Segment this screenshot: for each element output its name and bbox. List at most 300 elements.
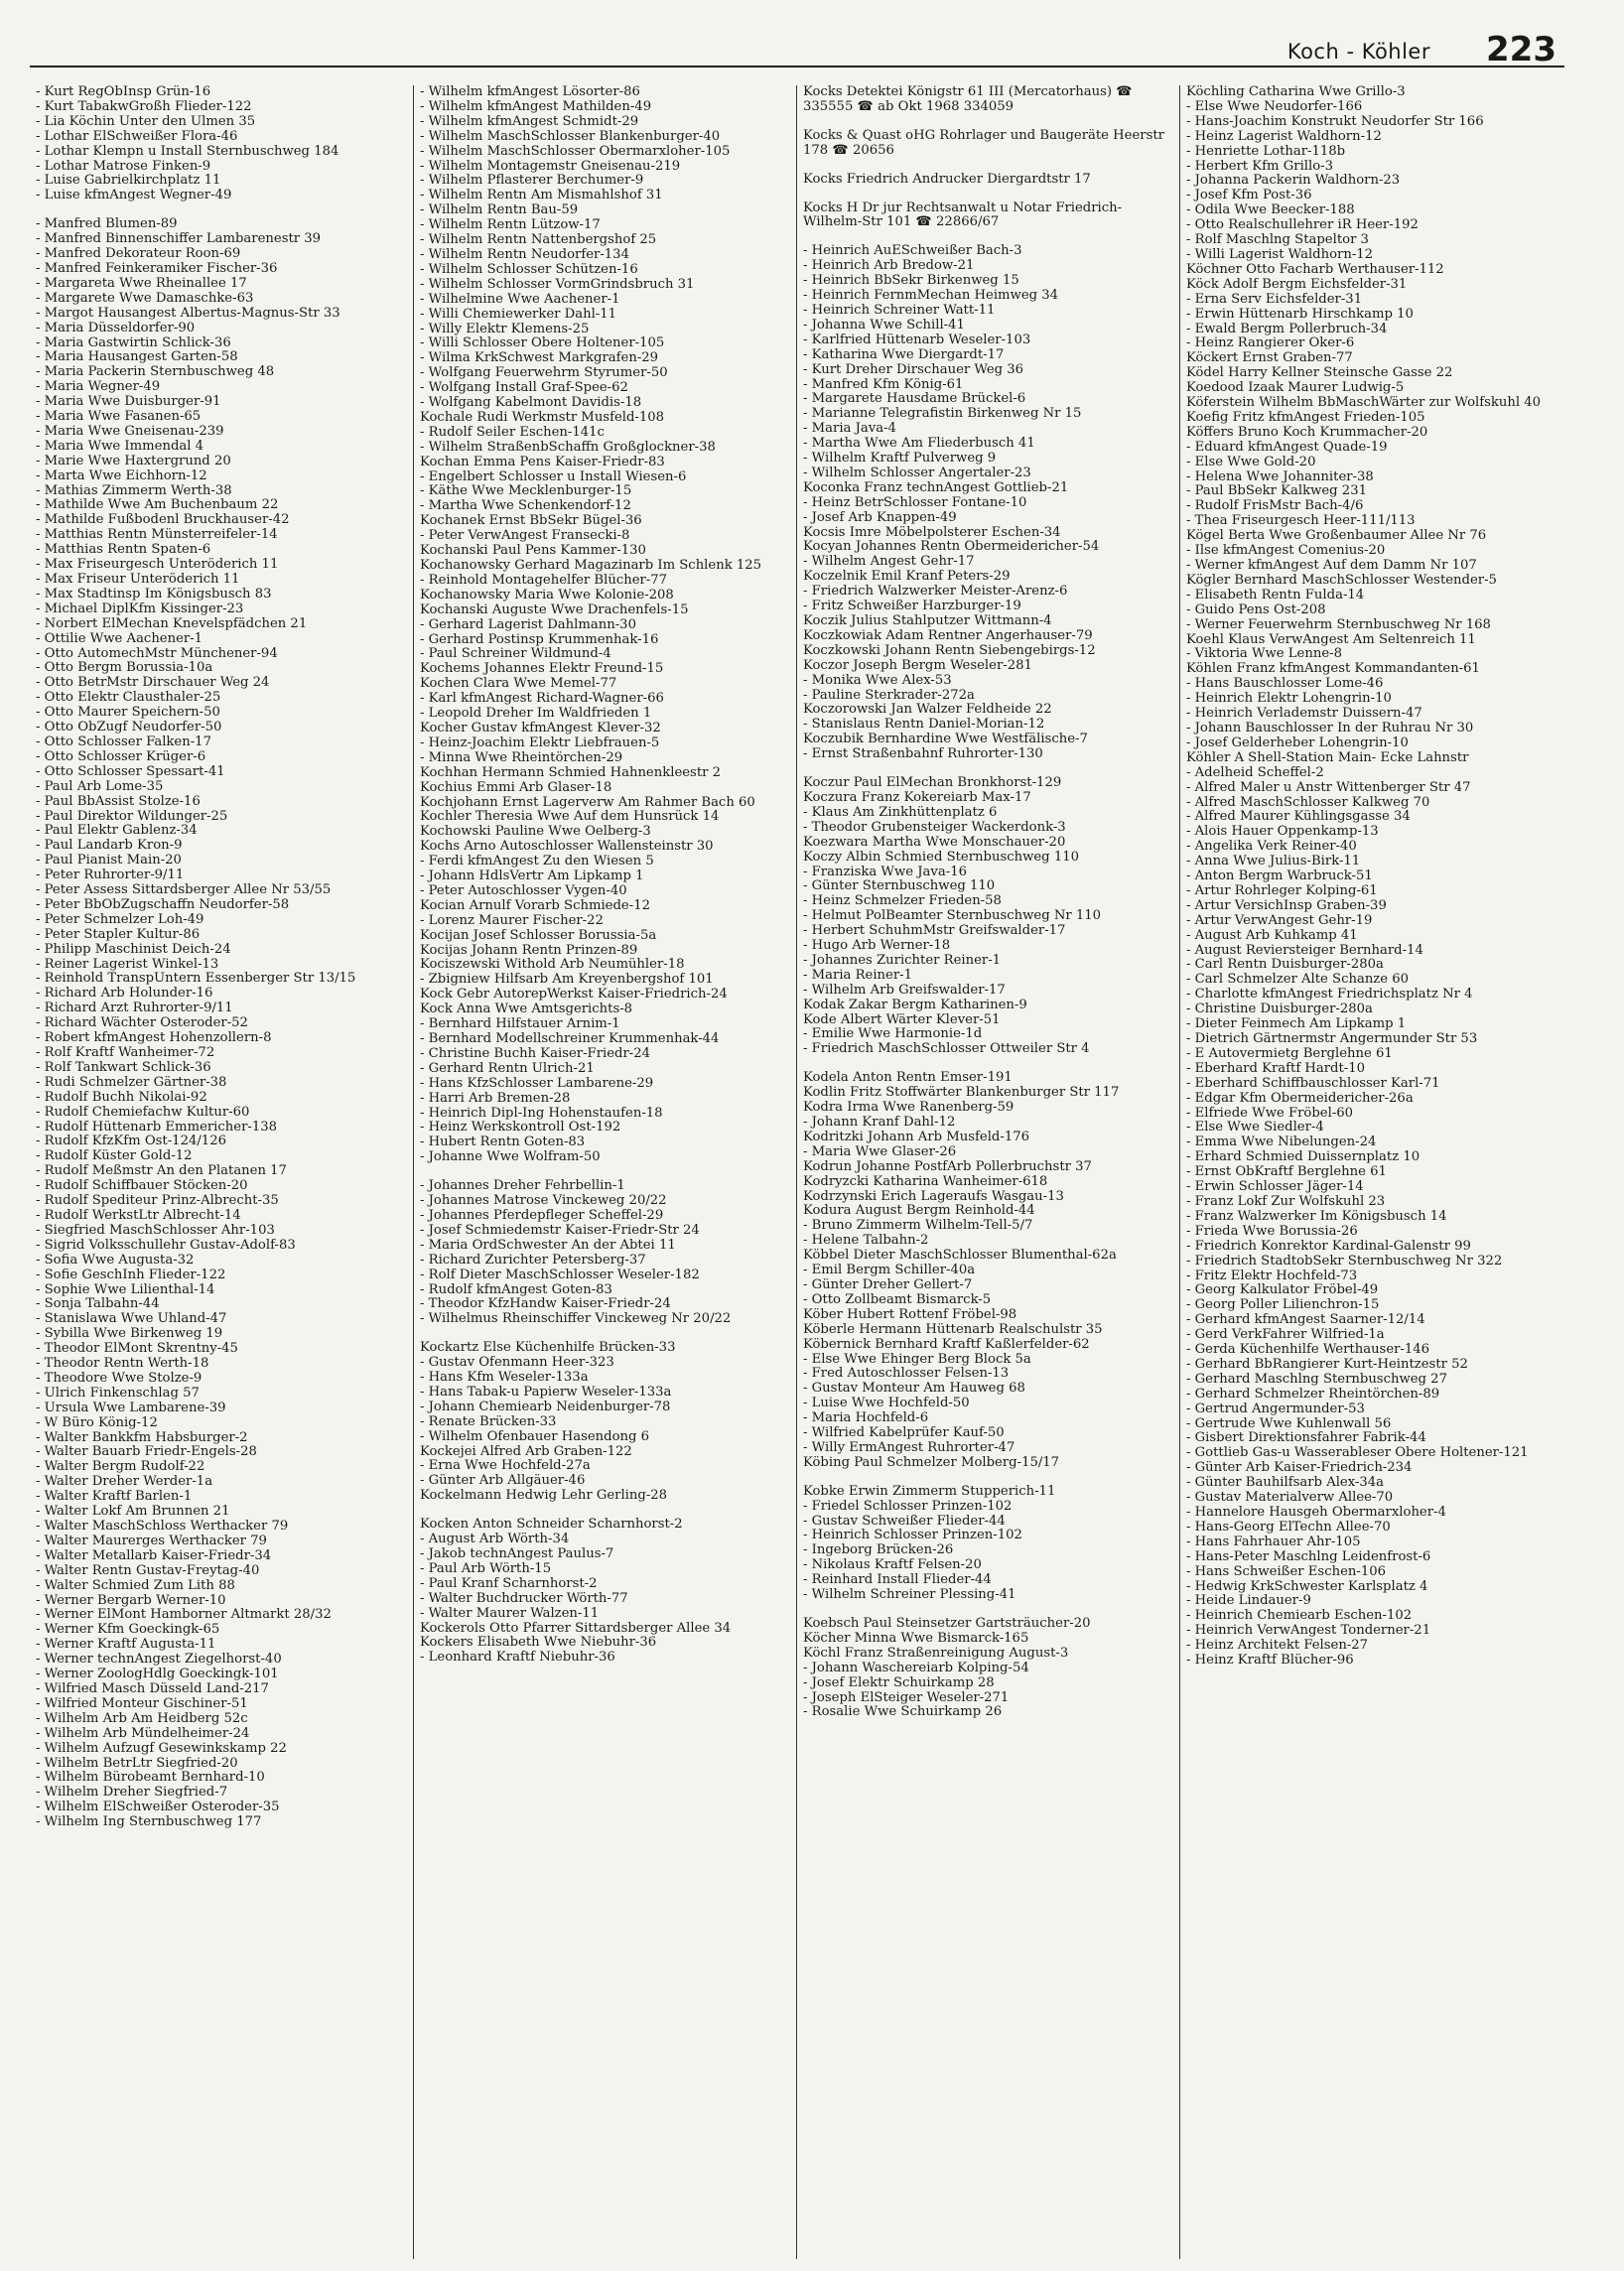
directory-entry: - Heinz-Joachim Elektr Liebfrauen-5: [420, 735, 660, 750]
directory-entry: - Walter Dreher Werder-1a: [36, 1474, 213, 1490]
directory-entry: - Paul Elektr Gablenz-34: [36, 823, 198, 839]
entry-gap: [803, 1057, 1173, 1071]
directory-entry: - Walter Buchdrucker Wörth-77: [420, 1590, 628, 1606]
directory-entry: - Heide Lindauer-9: [1186, 1593, 1311, 1609]
directory-entry: Köffers Bruno Koch Krummacher-20: [1186, 424, 1428, 440]
directory-entry: - Maria Wwe Gneisenau-239: [36, 423, 224, 439]
directory-entry: - Marie Wwe Haxtergrund 20: [36, 453, 231, 468]
directory-entry: - Walter Metallarb Kaiser-Friedr-34: [36, 1547, 272, 1563]
directory-entry: - Paul BbAssist Stolze-16: [36, 793, 201, 809]
directory-entry: - Heinz Architekt Felsen-27: [1186, 1638, 1369, 1654]
directory-entry: - Franz Lokf Zur Wolfskuhl 23: [1186, 1193, 1386, 1209]
directory-entry: - Rudi Schmelzer Gärtner-38: [36, 1074, 227, 1090]
directory-entry: - Reinhold Montagehelfer Blücher-77: [420, 572, 668, 588]
directory-entry: Kodak Zakar Bergm Katharinen-9: [803, 997, 1027, 1012]
directory-entry: Kock Anna Wwe Amtsgerichts-8: [420, 1002, 633, 1017]
directory-entry: Kochhan Hermann Schmied Hahnenkleestr 2: [420, 764, 722, 780]
directory-entry: - Wilhelm Schlosser VormGrindsbruch 31: [420, 276, 695, 292]
directory-entry: Köck Adolf Bergm Eichsfelder-31: [1186, 276, 1408, 292]
directory-entry: - Hubert Rentn Goten-83: [420, 1135, 586, 1150]
directory-entry: - Theodor Rentn Werth-18: [36, 1356, 209, 1372]
directory-entry: - Heinrich Chemiearb Eschen-102: [1186, 1608, 1413, 1624]
directory-entry: - Stanislawa Wwe Uhland-47: [36, 1311, 227, 1327]
directory-entry: Köckert Ernst Graben-77: [1186, 350, 1353, 366]
directory-entry: - Kurt TabakwGroßh Flieder-122: [36, 98, 252, 114]
directory-entry: Koehl Klaus VerwAngest Am Seltenreich 11: [1186, 631, 1476, 647]
directory-entry: - Richard Arb Holunder-16: [36, 986, 213, 1002]
directory-entry: - Guido Pens Ost-208: [1186, 601, 1326, 617]
entry-gap: [420, 1327, 790, 1341]
directory-entry: - Martha Wwe Am Fliederbusch 41: [803, 436, 1035, 452]
directory-entry: - Renate Brücken-33: [420, 1413, 557, 1429]
directory-entry: - Ottilie Wwe Aachener-1: [36, 630, 203, 646]
directory-entry: - Minna Wwe Rheintörchen-29: [420, 749, 623, 765]
directory-entry: - Theodore Wwe Stolze-9: [36, 1370, 203, 1386]
directory-entry: Kobke Erwin Zimmerm Stupperich-11: [803, 1483, 1056, 1499]
directory-entry: - Margarete Wwe Damaschke-63: [36, 290, 254, 306]
directory-entry: - Maria Packerin Sternbuschweg 48: [36, 364, 275, 380]
directory-entry: Kochanowsky Maria Wwe Kolonie-208: [420, 587, 674, 602]
directory-entry: Kochler Theresia Wwe Auf dem Hunsrück 14: [420, 809, 720, 825]
directory-entry: - Gerhard Schmelzer Rheintörchen-89: [1186, 1386, 1440, 1402]
directory-entry: - Eduard kfmAngest Quade-19: [1186, 439, 1388, 455]
directory-entry: - Matthias Rentn Spaten-6: [36, 542, 211, 558]
directory-entry: - Wilhelm Kraftf Pulverweg 9: [803, 451, 997, 467]
directory-entry: - Werner kfmAngest Auf dem Damm Nr 107: [1186, 558, 1477, 573]
directory-entry: Kochems Johannes Elektr Freund-15: [420, 661, 664, 677]
directory-entry: Kodrun Johanne PostfArb Pollerbruchstr 37: [803, 1158, 1092, 1174]
entry-gap: [36, 203, 407, 217]
directory-entry: - Maria OrdSchwester An der Abtei 11: [420, 1237, 676, 1253]
directory-entry: - Ernst ObKraftf Berglehne 61: [1186, 1164, 1387, 1180]
directory-entry: - Rudolf Seiler Eschen-141c: [420, 424, 605, 440]
directory-entry: Koczorowski Jan Walzer Feldheide 22: [803, 702, 1052, 718]
directory-entry: - Heinrich Schreiner Watt-11: [803, 302, 996, 318]
directory-entry: - Wilhelm Montagemstr Gneisenau-219: [420, 158, 681, 174]
directory-entry: Kocks Detektei Königstr 61 III (Mercatorhaus) ☎ 335555 ☎ ab Okt 1968 334059: [803, 85, 1133, 114]
directory-entry: - Peter Schmelzer Loh-49: [36, 911, 204, 927]
directory-entry: - Margot Hausangest Albertus-Magnus-Str 33: [36, 305, 340, 321]
directory-entry: - Otto Schlosser Spessart-41: [36, 763, 225, 779]
directory-entry: Köberle Hermann Hüttenarb Realschulstr 35: [803, 1321, 1103, 1337]
directory-entry: - Willi Schlosser Obere Holtener-105: [420, 335, 665, 351]
directory-entry: Köbbel Dieter MaschSchlosser Blumenthal-62a: [803, 1248, 1117, 1264]
directory-entry: - Lothar ElSchweißer Flora-46: [36, 128, 238, 144]
directory-entry: Kodryzcki Katharina Wanheimer-618: [803, 1173, 1048, 1189]
directory-entry: - Johanna Wwe Schill-41: [803, 317, 965, 333]
directory-entry: - Manfred Dekorateur Roon-69: [36, 246, 241, 262]
directory-entry: Köbing Paul Schmelzer Molberg-15/17: [803, 1454, 1060, 1470]
directory-entry: - Rudolf Hüttenarb Emmericher-138: [36, 1119, 278, 1135]
directory-entry: - Johann HdlsVertr Am Lipkamp 1: [420, 868, 644, 884]
directory-entry: - Günter Sternbuschweg 110: [803, 878, 996, 894]
directory-entry: - Wilhelm Arb Mündelheimer-24: [36, 1725, 250, 1741]
directory-entry: - Peter VerwAngest Fransecki-8: [420, 528, 630, 544]
directory-entry: - Maria Wwe Glaser-26: [803, 1143, 957, 1159]
directory-entry: - Maria Wegner-49: [36, 379, 161, 395]
directory-entry: Koedood Izaak Maurer Ludwig-5: [1186, 380, 1405, 396]
directory-entry: - Marta Wwe Eichhorn-12: [36, 468, 207, 483]
directory-entry: - Maria Hausangest Garten-58: [36, 349, 238, 365]
directory-entry: - Gustav Ofenmann Heer-323: [420, 1355, 614, 1371]
directory-entry: - Jakob technAngest Paulus-7: [420, 1546, 614, 1561]
directory-entry: - Alfred Maler u Anstr Wittenberger Str 47: [1186, 779, 1471, 795]
directory-entry: - Fred Autoschlosser Felsen-13: [803, 1366, 1010, 1382]
directory-entry: Kodura August Bergm Reinhold-44: [803, 1203, 1035, 1219]
directory-entry: - Elisabeth Rentn Fulda-14: [1186, 587, 1365, 602]
directory-entry: Kocian Arnulf Vorarb Schmiede-12: [420, 897, 650, 913]
directory-entry: - Otto BetrMstr Dirschauer Weg 24: [36, 675, 270, 691]
directory-entry: Kocken Anton Schneider Scharnhorst-2: [420, 1517, 683, 1533]
directory-entry: - Johann Kranf Dahl-12: [803, 1115, 956, 1130]
directory-entry: - Johannes Dreher Fehrbellin-1: [420, 1178, 625, 1194]
directory-entry: Kodela Anton Rentn Emser-191: [803, 1070, 1013, 1086]
directory-entry: - Heinz Werkskontroll Ost-192: [420, 1120, 621, 1136]
directory-entry: - Sofia Wwe Augusta-32: [36, 1252, 195, 1268]
directory-entry: - Peter BbObZugschaffn Neudorfer-58: [36, 896, 290, 912]
directory-entry: - Bernhard Modellschreiner Krummenhak-44: [420, 1031, 720, 1046]
directory-entry: - Alois Hauer Oppenkamp-13: [1186, 824, 1379, 840]
directory-entry: - Walter Bauarb Friedr-Engels-28: [36, 1444, 257, 1460]
directory-entry: - Walter Kraftf Barlen-1: [36, 1489, 193, 1505]
directory-entry: - Wilhelm Bürobeamt Bernhard-10: [36, 1770, 265, 1786]
directory-entry: Koconka Franz technAngest Gottlieb-21: [803, 479, 1069, 495]
entry-gap: [803, 230, 1173, 244]
directory-entry: - Gerhard BbRangierer Kurt-Heintzestr 52: [1186, 1356, 1468, 1372]
directory-entry: - Monika Wwe Alex-53: [803, 672, 952, 688]
directory-entry: - Werner Feuerwehrm Sternbuschweg Nr 168: [1186, 616, 1491, 632]
directory-entry: - Josef Kfm Post-36: [1186, 188, 1312, 203]
directory-entry: - Wilhelm Arb Greifswalder-17: [803, 982, 1006, 998]
directory-entry: - Otto Realschullehrer iR Heer-192: [1186, 217, 1419, 233]
directory-entry: - Günter Arb Allgäuer-46: [420, 1473, 586, 1489]
directory-entry: - Hans-Georg ElTechn Allee-70: [1186, 1519, 1391, 1535]
directory-entry: - Rudolf Meßmstr An den Platanen 17: [36, 1163, 287, 1179]
directory-entry: Kocijan Josef Schlosser Borussia-5a: [420, 927, 657, 943]
directory-entry: - Maria Java-4: [803, 421, 896, 437]
directory-entry: - Mathilde Fußbodenl Bruckhauser-42: [36, 512, 290, 528]
directory-entry: - Heinz Rangierer Oker-6: [1186, 335, 1355, 351]
directory-entry: Kochanowsky Gerhard Magazinarb Im Schlenk 125: [420, 558, 762, 573]
directory-entry: - Dietrich Gärtnermstr Angermunder Str 53: [1186, 1031, 1478, 1046]
directory-entry: - Martha Wwe Schenkendorf-12: [420, 498, 631, 514]
directory-entry: - Kurt Dreher Dirschauer Weg 36: [803, 361, 1024, 377]
directory-entry: - Walter Rentn Gustav-Freytag-40: [36, 1562, 260, 1578]
directory-entry: - Walter Bergm Rudolf-22: [36, 1459, 205, 1475]
directory-entry: Kock Gebr AutorepWerkst Kaiser-Friedrich-24: [420, 987, 728, 1002]
directory-entry: - Lothar Klempn u Install Sternbuschweg 184: [36, 143, 339, 159]
directory-entry: - Wilfried Kabelprüfer Kauf-50: [803, 1425, 1005, 1441]
directory-entry: - Eberhard Kraftf Hardt-10: [1186, 1060, 1366, 1076]
directory-entry: Kochowski Pauline Wwe Oelberg-3: [420, 824, 651, 840]
directory-entry: - Ferdi kfmAngest Zu den Wiesen 5: [420, 854, 654, 869]
directory-entry: Köber Hubert Rottenf Fröbel-98: [803, 1306, 1017, 1322]
directory-entry: - Else Wwe Ehinger Berg Block 5a: [803, 1351, 1031, 1367]
directory-entry: - Maria Hochfeld-6: [803, 1410, 929, 1426]
directory-entry: - Johannes Matrose Vinckeweg 20/22: [420, 1193, 667, 1209]
directory-entry: - Mathilde Wwe Am Buchenbaum 22: [36, 497, 279, 513]
directory-entry: Koefig Fritz kfmAngest Frieden-105: [1186, 409, 1425, 425]
directory-entry: - Leonhard Kraftf Niebuhr-36: [420, 1650, 615, 1666]
directory-entry: - Wilhelm MaschSchlosser Obermarxloher-105: [420, 143, 731, 159]
directory-entry: - Karlfried Hüttenarb Weseler-103: [803, 332, 1031, 347]
directory-entry: - Richard Zurichter Petersberg-37: [420, 1252, 646, 1268]
directory-entry: - Max Friseurgesch Unteröderich 11: [36, 557, 279, 573]
directory-entry: - Werner ZoologHdlg Goeckingk-101: [36, 1667, 279, 1682]
directory-entry: - Heinz Kraftf Blücher-96: [1186, 1653, 1354, 1669]
directory-entry: - Friedrich Walzwerker Meister-Arenz-6: [803, 584, 1068, 600]
directory-entry: - Margarete Hausdame Brückel-6: [803, 391, 1026, 407]
directory-entry: - Gerhard Lagerist Dahlmann-30: [420, 616, 636, 632]
directory-entry: - Werner Kfm Goeckingk-65: [36, 1622, 220, 1638]
directory-columns: [30, 85, 1564, 2259]
directory-entry: - Werner ElMont Hamborner Altmarkt 28/32: [36, 1607, 332, 1623]
running-head: Koch - Köhler: [1286, 40, 1430, 64]
directory-entry: - Gerda Küchenhilfe Werthauser-146: [1186, 1342, 1430, 1358]
directory-entry: - E Autovermietg Berglehne 61: [1186, 1045, 1393, 1061]
directory-entry: - Hans-Joachim Konstrukt Neudorfer Str 166: [1186, 113, 1484, 129]
directory-entry: - Else Wwe Neudorfer-166: [1186, 98, 1363, 114]
directory-entry: - Manfred Feinkeramiker Fischer-36: [36, 260, 278, 276]
header-rule: [30, 66, 1564, 67]
directory-entry: Köhler A Shell-Station Main- Ecke Lahnstr: [1186, 749, 1469, 765]
directory-entry: - Erna Serv Eichsfelder-31: [1186, 291, 1363, 307]
directory-entry: - Otto Schlosser Falken-17: [36, 734, 211, 749]
directory-entry: Koczkowski Johann Rentn Siebengebirgs-12: [803, 642, 1096, 658]
directory-entry: Kocher Gustav kfmAngest Klever-32: [420, 720, 661, 735]
directory-entry: - Helena Wwe Johanniter-38: [1186, 468, 1374, 484]
directory-entry: - Hans KfzSchlosser Lambarene-29: [420, 1075, 654, 1091]
directory-entry: Köbernick Bernhard Kraftf Kaßlerfelder-62: [803, 1336, 1090, 1352]
directory-entry: - Gerhard Rentn Ulrich-21: [420, 1060, 595, 1076]
directory-entry: - Paul Schreiner Wildmund-4: [420, 646, 611, 662]
directory-entry: - Willi Lagerist Waldhorn-12: [1186, 246, 1374, 262]
directory-entry: - Wilhelm Rentn Nattenbergshof 25: [420, 232, 657, 248]
directory-entry: - Johannes Zurichter Reiner-1: [803, 952, 1002, 968]
directory-entry: - Rudolf Küster Gold-12: [36, 1148, 193, 1164]
directory-entry: - Erwin Schlosser Jäger-14: [1186, 1179, 1364, 1195]
directory-entry: - Rolf Dieter MaschSchlosser Weseler-182: [420, 1267, 700, 1282]
directory-entry: Kodlin Fritz Stoffwärter Blankenburger Str 117: [803, 1085, 1120, 1101]
directory-entry: - Otto Bergm Borussia-10a: [36, 660, 213, 676]
directory-entry: Koczkowiak Adam Rentner Angerhauser-79: [803, 627, 1093, 643]
directory-entry: - Paul BbSekr Kalkweg 231: [1186, 483, 1367, 499]
directory-entry: - Rudolf WerkstLtr Albrecht-14: [36, 1207, 241, 1223]
directory-entry: - Wilhelm kfmAngest Lösorter-86: [420, 85, 640, 99]
directory-entry: Koczik Julius Stahlputzer Wittmann-4: [803, 613, 1052, 628]
directory-entry: - Johanne Wwe Wolfram-50: [420, 1149, 601, 1165]
directory-entry: - Hans Kfm Weseler-133a: [420, 1370, 589, 1386]
directory-entry: - Maria Gastwirtin Schlick-36: [36, 334, 231, 350]
directory-entry: - Otto Maurer Speichern-50: [36, 705, 220, 721]
directory-entry: - Paul Arb Wörth-15: [420, 1560, 552, 1576]
directory-entry: - Maria Wwe Immendal 4: [36, 438, 204, 454]
directory-entry: - Franz Walzwerker Im Königsbusch 14: [1186, 1208, 1447, 1224]
directory-entry: - Johann Chemiearb Neidenburger-78: [420, 1399, 671, 1414]
directory-entry: - Bernhard Hilfstauer Arnim-1: [420, 1016, 620, 1032]
directory-entry: - Käthe Wwe Mecklenburger-15: [420, 483, 632, 499]
directory-entry: - August Arb Kuhkamp 41: [1186, 927, 1358, 943]
directory-entry: - Josef Elektr Schuirkamp 28: [803, 1674, 995, 1690]
directory-entry: - Adelheid Scheffel-2: [1186, 764, 1324, 780]
directory-entry: - Sophie Wwe Lilienthal-14: [36, 1281, 215, 1297]
directory-entry: - Reiner Lagerist Winkel-13: [36, 956, 219, 972]
directory-entry: - Wilhelm Pflasterer Berchumer-9: [420, 173, 644, 189]
directory-entry: Koezwara Martha Wwe Monschauer-20: [803, 834, 1066, 850]
directory-entry: Koczubik Bernhardine Wwe Westfälische-7: [803, 732, 1088, 747]
directory-entry: - Otto Zollbeamt Bismarck-5: [803, 1291, 992, 1307]
directory-entry: - Paul Arb Lome-35: [36, 778, 164, 794]
directory-entry: - Lia Köchin Unter den Ulmen 35: [36, 113, 256, 129]
directory-entry: - Bruno Zimmerm Wilhelm-Tell-5/7: [803, 1218, 1033, 1234]
directory-entry: - Heinrich FernmMechan Heimweg 34: [803, 288, 1059, 304]
directory-entry: Köhlen Franz kfmAngest Kommandanten-61: [1186, 661, 1480, 677]
directory-entry: - Artur VersichInsp Graben-39: [1186, 897, 1387, 913]
directory-entry: - Paul Kranf Scharnhorst-2: [420, 1575, 598, 1591]
directory-entry: Kochs Arno Autoschlosser Wallensteinstr 30: [420, 839, 714, 855]
directory-entry: - Richard Wächter Osteroder-52: [36, 1015, 248, 1031]
directory-entry: - Heinrich Elektr Lohengrin-10: [1186, 691, 1392, 707]
directory-entry: - Peter Assess Sittardsberger Allee Nr 53/55: [36, 882, 332, 898]
directory-entry: - Theodor Grubensteiger Wackerdonk-3: [803, 819, 1066, 835]
directory-entry: - Lorenz Maurer Fischer-22: [420, 912, 604, 928]
directory-entry: Köchl Franz Straßenreinigung August-3: [803, 1645, 1069, 1661]
directory-entry: - Wilhelm Ing Sternbuschweg 177: [36, 1814, 262, 1830]
directory-entry: - Manfred Blumen-89: [36, 216, 178, 232]
directory-entry: - Heinz Schmelzer Frieden-58: [803, 893, 1002, 909]
directory-entry: - Georg Kalkulator Fröbel-49: [1186, 1282, 1379, 1298]
directory-entry: - Walter Schmied Zum Lith 88: [36, 1577, 235, 1593]
directory-entry: - Ernst Straßenbahnf Ruhrorter-130: [803, 746, 1043, 762]
directory-entry: - Peter Autoschlosser Vygen-40: [420, 882, 627, 898]
directory-entry: - Wilfried Monteur Gischiner-51: [36, 1695, 248, 1711]
directory-entry: - Luise kfmAngest Wegner-49: [36, 188, 232, 203]
entry-gap: [803, 188, 1173, 201]
entry-gap: [803, 159, 1173, 173]
directory-entry: - Wilma KrkSchwest Markgrafen-29: [420, 350, 659, 366]
directory-entry: - Charlotte kfmAngest Friedrichsplatz Nr 4: [1186, 987, 1473, 1002]
directory-entry: - Carl Schmelzer Alte Schanze 60: [1186, 972, 1410, 988]
directory-entry: - Wilhelm kfmAngest Schmidt-29: [420, 113, 639, 129]
directory-entry: Kögler Bernhard MaschSchlosser Westender-5: [1186, 572, 1497, 588]
directory-entry: Kochanski Auguste Wwe Drachenfels-15: [420, 601, 689, 617]
column-3: [796, 85, 1179, 2259]
directory-entry: - Paul Landarb Kron-9: [36, 838, 183, 854]
directory-entry: - Rosalie Wwe Schuirkamp 26: [803, 1704, 1003, 1720]
directory-entry: - Heinrich Verlademstr Duissern-47: [1186, 706, 1422, 722]
directory-entry: - Erwin Hüttenarb Hirschkamp 10: [1186, 306, 1414, 322]
directory-entry: - Artur Rohrleger Kolping-61: [1186, 882, 1378, 898]
entry-gap: [803, 762, 1173, 776]
entry-gap: [420, 1165, 790, 1179]
entry-gap: [803, 1603, 1173, 1617]
directory-entry: - Fritz Elektr Hochfeld-73: [1186, 1268, 1358, 1283]
directory-entry: - Johann Bauschlosser In der Ruhrau Nr 30: [1186, 720, 1474, 735]
directory-entry: - Joseph ElSteiger Weseler-271: [803, 1689, 1010, 1705]
directory-entry: - Gertrud Angermunder-53: [1186, 1401, 1365, 1416]
directory-entry: - Wilhelm Rentn Lützow-17: [420, 217, 601, 233]
directory-entry: - Willi Chemiewerker Dahl-11: [420, 306, 617, 322]
directory-entry: - Gustav Materialverw Allee-70: [1186, 1490, 1394, 1506]
page-number: 223: [1486, 30, 1556, 69]
page-header: [0, 0, 1624, 69]
directory-entry: - Emilie Wwe Harmonie-1d: [803, 1026, 983, 1042]
directory-entry: - Günter Arb Kaiser-Friedrich-234: [1186, 1460, 1413, 1476]
directory-entry: - Gerhard kfmAngest Saarner-12/14: [1186, 1312, 1425, 1328]
directory-entry: Kocijas Johann Rentn Prinzen-89: [420, 942, 638, 958]
directory-entry: - Wilfried Masch Düsseld Land-217: [36, 1680, 269, 1696]
directory-entry: Kodra Irma Wwe Ranenberg-59: [803, 1100, 1015, 1116]
directory-entry: - Engelbert Schlosser u Install Wiesen-6: [420, 468, 687, 484]
directory-entry: - Pauline Sterkrader-272a: [803, 687, 975, 703]
directory-entry: - Else Wwe Gold-20: [1186, 454, 1316, 469]
directory-entry: - Emil Bergm Schiller-40a: [803, 1263, 976, 1278]
directory-entry: - Walter MaschSchloss Werthacker 79: [36, 1519, 289, 1534]
directory-entry: - Walter Bankkfm Habsburger-2: [36, 1429, 248, 1445]
directory-entry: - Luise Wwe Hochfeld-50: [803, 1396, 970, 1411]
directory-entry: - Rudolf Chemiefachw Kultur-60: [36, 1104, 250, 1120]
directory-entry: - Wilhelm Arb Am Heidberg 52c: [36, 1710, 248, 1726]
directory-entry: Köchling Catharina Wwe Grillo-3: [1186, 85, 1406, 99]
directory-entry: - Alfred MaschSchlosser Kalkweg 70: [1186, 794, 1430, 810]
directory-entry: - Wilhelm StraßenbSchaffn Großglockner-38: [420, 439, 716, 455]
directory-entry: - Siegfried MaschSchlosser Ahr-103: [36, 1222, 275, 1238]
directory-entry: - Rudolf Spediteur Prinz-Albrecht-35: [36, 1193, 279, 1209]
directory-entry: - Heinrich Schlosser Prinzen-102: [803, 1528, 1022, 1543]
directory-entry: - Lothar Matrose Finken-9: [36, 158, 211, 174]
directory-entry: - Hedwig KrkSchwester Karlsplatz 4: [1186, 1578, 1428, 1594]
directory-entry: - Leopold Dreher Im Waldfrieden 1: [420, 706, 652, 722]
directory-entry: - Wolfgang Install Graf-Spee-62: [420, 380, 628, 396]
directory-entry: Koczy Albin Schmied Sternbuschweg 110: [803, 849, 1079, 865]
directory-entry: - Wilhelm Rentn Am Mismahlshof 31: [420, 188, 663, 203]
directory-entry: Kocyan Johannes Rentn Obermeidericher-54: [803, 539, 1100, 555]
directory-entry: - Willy ErmAngest Ruhrorter-47: [803, 1439, 1015, 1455]
directory-entry: Ködel Harry Kellner Steinsche Gasse 22: [1186, 365, 1453, 381]
directory-entry: - Rolf Tankwart Schlick-36: [36, 1059, 211, 1075]
directory-entry: - Wilhelm Ofenbauer Hasendong 6: [420, 1428, 650, 1444]
directory-entry: - Wilhelm ElSchweißer Osteroder-35: [36, 1800, 280, 1815]
directory-entry: - Heinz BetrSchlosser Fontane-10: [803, 494, 1027, 510]
directory-entry: - Philipp Maschinist Deich-24: [36, 941, 231, 957]
directory-entry: Kögel Berta Wwe Großenbaumer Allee Nr 76: [1186, 528, 1487, 544]
directory-entry: - Georg Poller Lilienchron-15: [1186, 1297, 1380, 1313]
directory-entry: - Klaus Am Zinkhüttenplatz 6: [803, 804, 998, 820]
directory-entry: - Rolf Kraftf Wanheimer-72: [36, 1045, 215, 1060]
directory-entry: - Richard Arzt Ruhrorter-9/11: [36, 1001, 233, 1016]
directory-entry: - Hugo Arb Werner-18: [803, 938, 951, 954]
directory-entry: - Rolf Maschlng Stapeltor 3: [1186, 232, 1369, 248]
directory-entry: - Walter Maurer Walzen-11: [420, 1605, 600, 1621]
entry-gap: [420, 1504, 790, 1518]
directory-entry: Kockejei Alfred Arb Graben-122: [420, 1443, 632, 1459]
directory-entry: Kochius Emmi Arb Glaser-18: [420, 779, 612, 795]
directory-entry: - Sybilla Wwe Birkenweg 19: [36, 1326, 223, 1342]
directory-entry: - Reinhold TranspUntern Essenberger Str 13/15: [36, 971, 356, 987]
directory-entry: - Wolfgang Kabelmont Davidis-18: [420, 395, 642, 411]
directory-entry: - Reinhard Install Flieder-44: [803, 1572, 992, 1588]
directory-entry: - Werner Kraftf Augusta-11: [36, 1637, 216, 1653]
directory-entry: - Nikolaus Kraftf Felsen-20: [803, 1557, 982, 1573]
directory-entry: - Henriette Lothar-118b: [1186, 143, 1346, 159]
directory-entry: - Odila Wwe Beecker-188: [1186, 202, 1355, 218]
directory-entry: Kochen Clara Wwe Memel-77: [420, 676, 617, 692]
directory-entry: - Ursula Wwe Lambarene-39: [36, 1400, 226, 1415]
directory-entry: - Rudolf kfmAngest Goten-83: [420, 1281, 612, 1297]
directory-entry: - Marianne Telegrafistin Birkenweg Nr 15: [803, 406, 1082, 422]
directory-entry: - Carl Rentn Duisburger-280a: [1186, 957, 1384, 973]
directory-entry: - Sofie GeschInh Flieder-122: [36, 1267, 226, 1282]
